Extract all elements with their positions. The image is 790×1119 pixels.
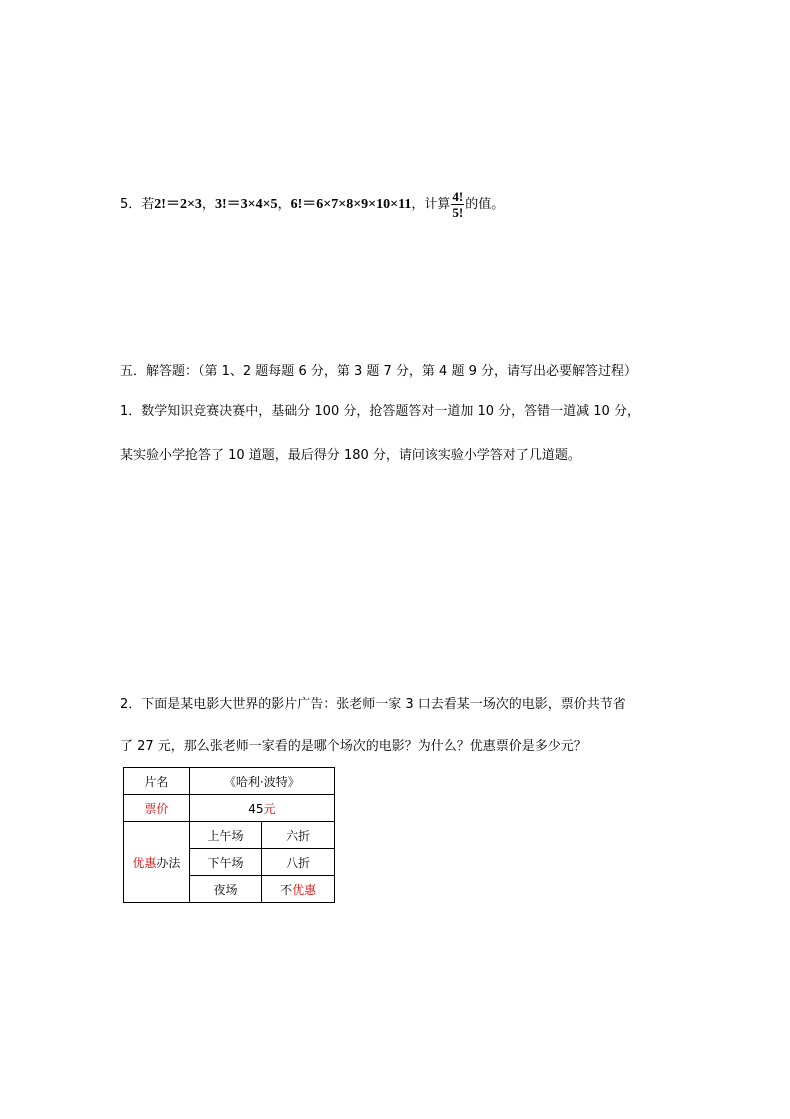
discount-label [124,822,190,903]
q5-suffix: 的值。 [465,197,505,212]
problem-1-line-2: 某实验小学抢答了 10 道题，最后得分 180 分，请问该实验小学答对了几道题。 [120,448,581,463]
session-name: 夜场 [189,876,262,903]
film-name: 《哈利·波特》 [189,768,334,795]
table-row-price [124,795,335,822]
discount-label-rest: 办法 [156,855,181,870]
q5-prefix: 5．若 [120,197,155,212]
q5-expr3: 6!＝6×7×8×9×10×11 [290,197,412,212]
q5-sep2: ， [277,197,291,212]
movie-ad-table [123,767,335,903]
session-discount [262,876,335,903]
price-unit: 元 [263,801,276,816]
q5-sep1: ， [201,197,215,212]
section-5-title: 五．解答题：（第 1、2 题每题 6 分，第 3 题 7 分，第 4 题 9 分，请写出必要解答过程） [120,364,637,379]
price-value [189,795,334,822]
table-row-session-1 [124,822,335,849]
discount-label-red: 优惠 [132,855,157,870]
no-discount-prefix: 不 [280,882,293,897]
problem-1-line-1: 1．数学知识竞赛决赛中，基础分 100 分，抢答题答对一道加 10 分，答错一道减 10 分， [120,404,640,419]
price-label: 票价 [124,795,190,822]
problem-2-line-1: 2．下面是某电影大世界的影片广告：张老师一家 3 口去看某一场次的电影，票价共节省 [120,697,626,712]
table-row-film [124,768,335,795]
q5-mid: ，计算 [411,197,451,212]
session-discount: 八折 [262,849,335,876]
q5-fraction-numerator: 4! [452,189,464,204]
film-label: 片名 [124,768,190,795]
price-number: 45 [248,801,264,816]
question-5 [120,190,504,219]
q5-expr1: 2!＝2×3 [154,197,202,212]
q5-fraction [451,190,464,219]
session-name: 上午场 [189,822,262,849]
no-discount-highlight: 优惠 [292,882,317,897]
q5-expr2: 3!＝3×4×5 [214,197,278,212]
q5-fraction-denominator: 5! [452,205,464,220]
problem-2-line-2: 了 27 元，那么张老师一家看的是哪个场次的电影？为什么？优惠票价是多少元？ [120,739,587,754]
session-name: 下午场 [189,849,262,876]
session-discount: 六折 [262,822,335,849]
